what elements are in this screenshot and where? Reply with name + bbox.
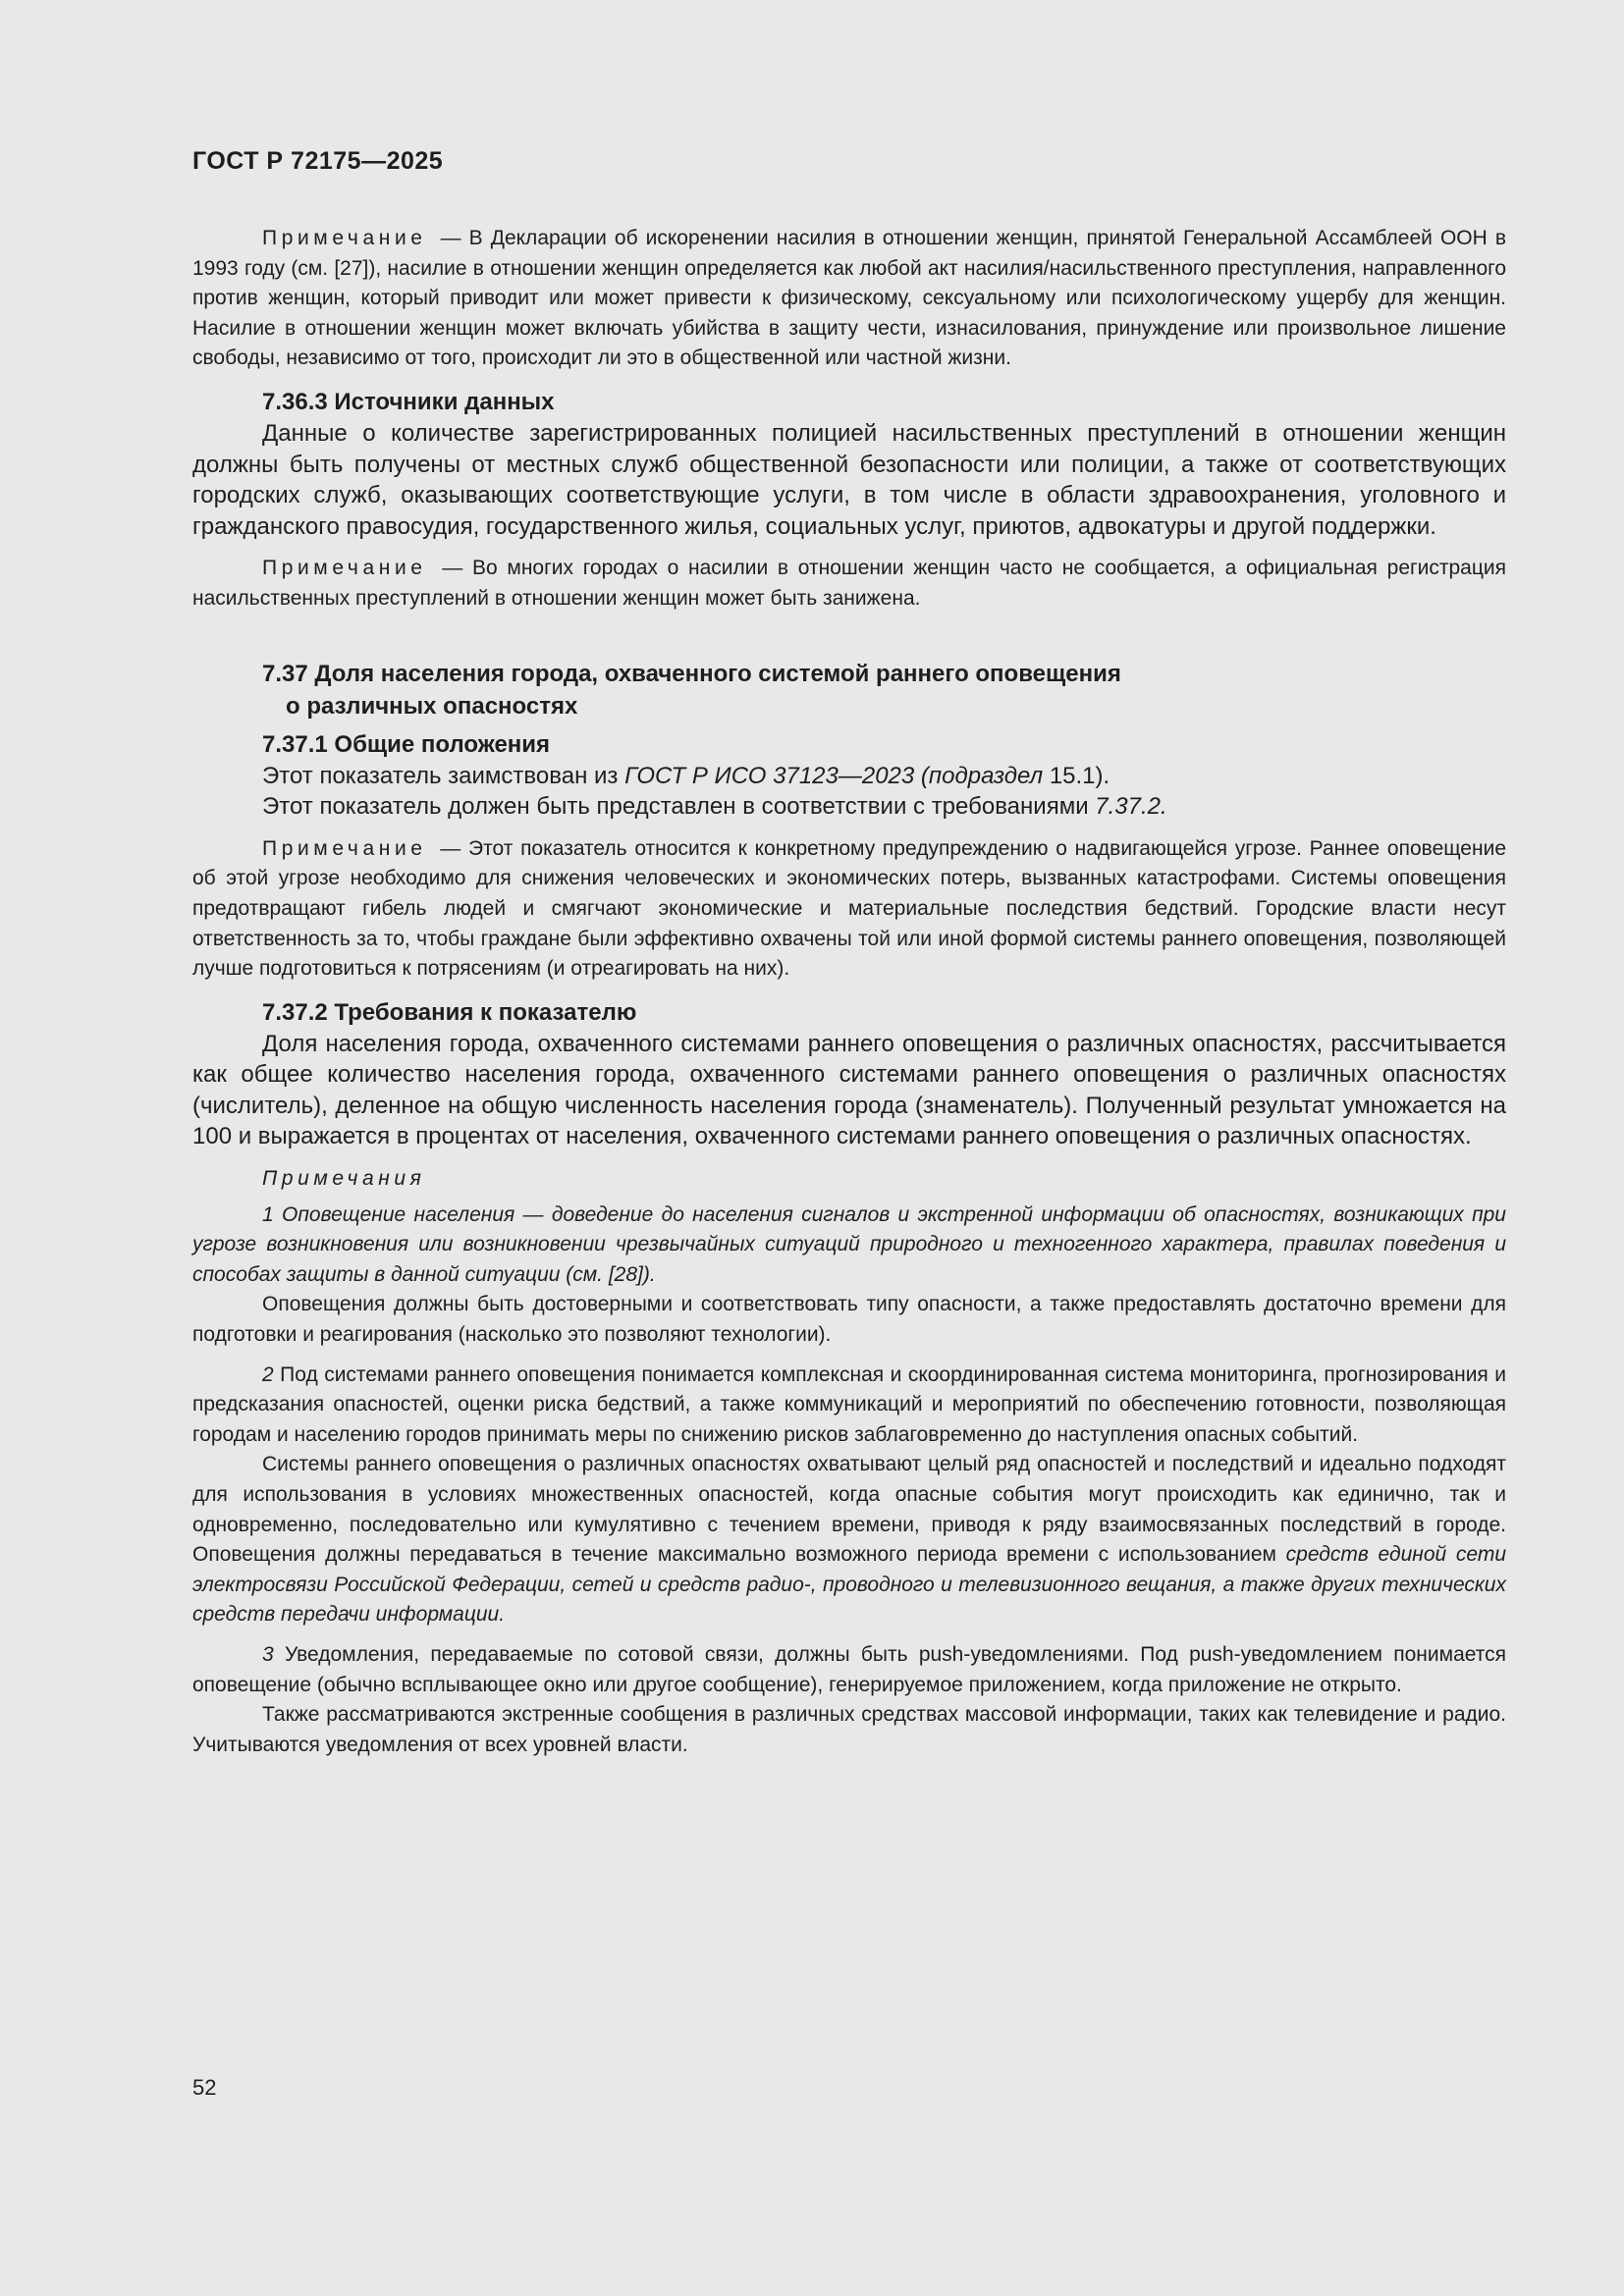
notes-heading xyxy=(192,1164,1506,1195)
note-paragraph xyxy=(192,834,1506,985)
body-paragraph: Данные о количестве зарегистрированных полицией насильственных преступлений в отношении женщин должны быть получены от местных служб общественной безопасности или полиции, а также от соответствующих городских служб, оказывающих соответствующие услуги, в том числе в области здравоохранения, уголовного и гражданского правосудия, государственного жилья, социальных услуг, приютов, адвокатуры и другой поддержки. xyxy=(192,419,1506,540)
standard-reference: ГОСТ Р ИСО 37123—2023 (подраздел xyxy=(624,762,1050,789)
text-run: Этот показатель заимствован из xyxy=(262,762,625,789)
heading-line-1: 7.37 Доля населения города, охваченного системой раннего оповещения xyxy=(262,660,1121,687)
text-run: 15.1). xyxy=(1049,762,1110,789)
note-number: 3 xyxy=(262,1642,274,1666)
body-paragraph xyxy=(192,761,1506,792)
note-item-3 xyxy=(192,1640,1506,1700)
note-item-1 xyxy=(192,1201,1506,1291)
section-heading-7-37-1: 7.37.1 Общие положения xyxy=(262,730,551,758)
section-heading-7-37-2: 7.37.2 Требования к показателю xyxy=(262,998,637,1026)
note-text: Уведомления, передаваемые по сотовой связи, должны быть push-уведомлениями. Под push-уведомлением понимается оповещение (обычно всплывающее окно или другое сообщение), генерируемое приложением, когда приложение не открыто. xyxy=(192,1642,1506,1696)
note-continuation: Оповещения должны быть достоверными и соответствовать типу опасности, а также предоставлять достаточно времени для подготовки и реагирования (насколько это позволяют технологии). xyxy=(192,1293,1506,1347)
note-text: — Этот показатель относится к конкретному предупреждению о надвигающейся угрозе. Раннее оповещение об этой угрозе необходимо для снижения человеческих и экономических потерь, вызванных катастрофами. Системы оповещения предотвращают гибель людей и смягчают экономические и материальные последствия бедствий. Городские власти несут ответственность за то, чтобы граждане были эффективно охвачены той или иной формой системы раннего оповещения, позволяющей лучше подготовиться к потрясениям (и отреагировать на них). xyxy=(192,836,1506,981)
note-text: — В Декларации об искоренении насилия в отношении женщин, принятой Генеральной Ассамблеей ООН в 1993 году (см. [27]), насилие в отношении женщин определяется как любой акт насилия/насильственного преступления, направленного против женщин, который приводит или может привести к физическому, сексуальному или психологическому ущербу для женщин. Насилие в отношении женщин может включать убийства в защиту чести, изнасилования, принуждение или произвольное лишение свободы, независимо от того, происходит ли это в общественной или частной жизни. xyxy=(192,227,1506,370)
heading-line-2: о различных опасностях xyxy=(286,692,578,720)
note-continuation: Также рассматриваются экстренные сообщения в различных средствах массовой информации, таких как телевидение и радио. Учитываются уведомления от всех уровней власти. xyxy=(192,1703,1506,1756)
note-paragraph xyxy=(192,554,1506,614)
text-run-italic: средств единой сети электросвязи Российской Федерации, сетей и средств радио-, проводного и телевизионного вещания, а также других технических средств передачи информации. xyxy=(192,1543,1506,1627)
note-text: Оповещение населения — доведение до населения сигналов и экстренной информации об опасностях, возникающих при угрозе возникновения или возникновении чрезвычайных ситуаций природного и техногенного характера, правилах поведения и способах защиты в данной ситуации (см. [28]). xyxy=(192,1202,1506,1286)
section-heading-7-37 xyxy=(262,658,1506,722)
clause-reference: 7.37.2. xyxy=(1095,793,1167,821)
page-content xyxy=(192,224,1506,1760)
page-number: 52 xyxy=(192,2075,217,2100)
note-continuation xyxy=(192,1450,1506,1630)
note-label: Примечание xyxy=(262,836,427,860)
notes-label: Примечания xyxy=(262,1167,426,1191)
body-paragraph xyxy=(192,791,1506,823)
note-number: 1 xyxy=(262,1202,274,1226)
body-paragraph: Доля населения города, охваченного системами раннего оповещения о различных опасностях, рассчитывается как общее количество населения города, охваченного системами раннего оповещения о различных опасностях (числитель), деленное на общую численность населения города (знаменатель). Полученный результат умножается на 100 и выражается в процентах от населения, охваченного системами раннего оповещения о различных опасностях. xyxy=(192,1030,1506,1150)
document-code: ГОСТ Р 72175—2025 xyxy=(192,147,444,175)
note-text: — Во многих городах о насилии в отношении женщин часто не сообщается, а официальная регистрация насильственных преступлений в отношении женщин может быть занижена. xyxy=(192,557,1506,610)
note-label: Примечание xyxy=(262,557,427,580)
note-number: 2 xyxy=(262,1362,274,1386)
note-label: Примечание xyxy=(262,227,427,249)
section-heading-7-36-3: 7.36.3 Источники данных xyxy=(262,388,555,415)
text-run: Этот показатель должен быть представлен в соответствии с требованиями xyxy=(262,793,1096,821)
note-paragraph xyxy=(192,224,1506,374)
note-item-2 xyxy=(192,1361,1506,1451)
text-run: Системы раннего оповещения о различных опасностях охватывают целый ряд опасностей и последствий и идеально подходят для использования в условиях множественных опасностей, когда опасные события могут происходить как единично, так и одновременно, последовательно или кумулятивно с течением времени, приводя к ряду взаимосвязанных последствий в городе. Оповещения должны передаваться в течение максимально возможного периода времени с использованием xyxy=(192,1453,1506,1567)
note-text: Под системами раннего оповещения понимается комплексная и скоординированная система мониторинга, прогнозирования и предсказания опасностей, оценки риска бедствий, а также коммуникаций и мероприятий по обеспечению готовности, позволяющая городам и населению городов принимать меры по снижению рисков заблаговременно до наступления опасных событий. xyxy=(192,1362,1506,1446)
